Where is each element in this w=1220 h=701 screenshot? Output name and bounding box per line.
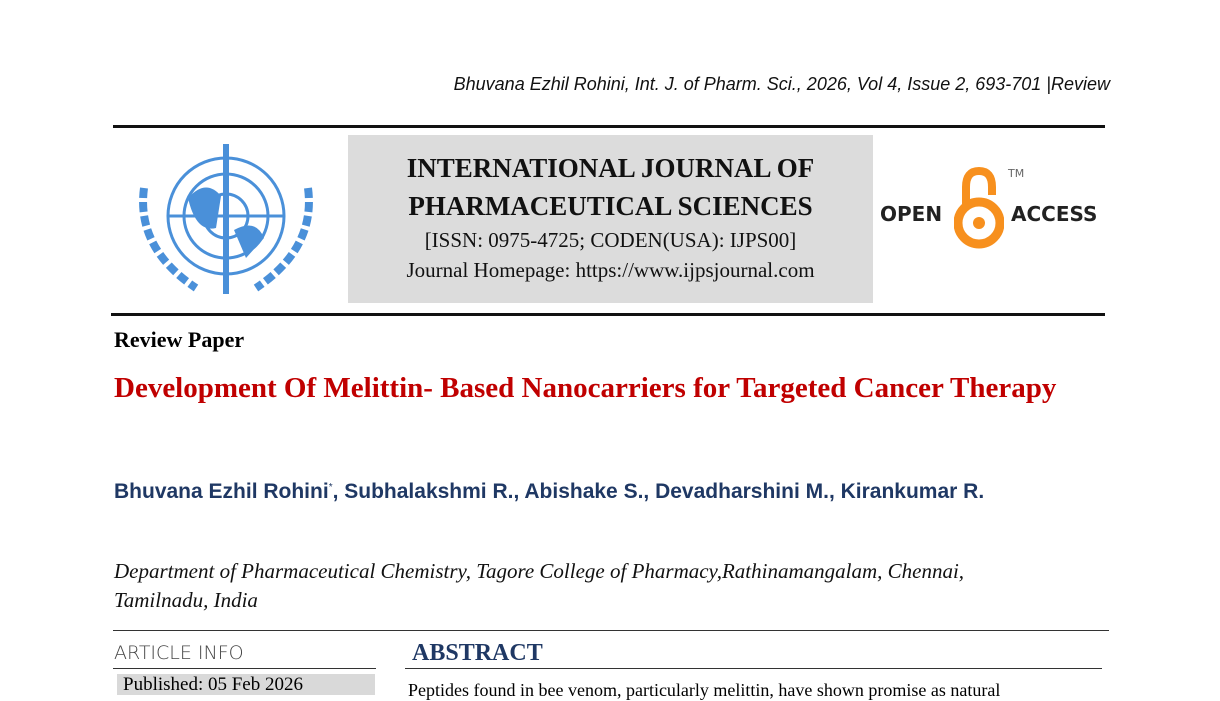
access-label: ACCESS <box>1011 202 1098 226</box>
article-info-rule <box>113 668 376 669</box>
author-list <box>114 472 1014 507</box>
abstract-text: Peptides found in bee venom, particularly melittin, have shown promise as natural <box>408 680 1001 700</box>
journal-issn: [ISSN: 0975-4725; CODEN(USA): IJPS00] <box>424 228 797 252</box>
article-info-heading: ARTICLE INFO <box>114 642 244 664</box>
corresponding-mark: * <box>328 482 333 493</box>
trademark: TM <box>1008 167 1025 180</box>
open-lock-icon <box>954 165 1004 251</box>
other-authors: , Subhalakshmi R., Abishake S., Devadharshini M., Kirankumar R. <box>332 480 985 503</box>
journal-name-line2: PHARMACEUTICAL SCIENCES <box>408 191 813 221</box>
abstract-rule <box>405 668 1102 669</box>
paper-type: Review Paper <box>114 327 245 352</box>
section-rule <box>113 630 1109 631</box>
journal-banner <box>348 135 873 303</box>
first-author: Bhuvana Ezhil Rohini <box>114 480 329 503</box>
paper-title: Development Of Melittin- Based Nanocarriers for Targeted Cancer Therapy <box>114 372 1057 404</box>
affiliation: Department of Pharmaceutical Chemistry, Tagore College of Pharmacy,Rathinamangalam, Chennai, Tamilnadu, India <box>114 559 965 612</box>
who-emblem-logo <box>126 138 326 304</box>
published-date: Published: 05 Feb 2026 <box>117 674 375 695</box>
journal-name-line1: INTERNATIONAL JOURNAL OF <box>406 153 815 183</box>
open-access-logo <box>880 165 1110 255</box>
citation-header: Bhuvana Ezhil Rohini, Int. J. of Pharm. Sci., 2026, Vol 4, Issue 2, 693-701 |Review <box>453 74 1110 94</box>
journal-homepage[interactable]: Journal Homepage: https://www.ijpsjournal.com <box>406 258 815 282</box>
abstract-heading: ABSTRACT <box>412 640 543 666</box>
banner-rule <box>111 313 1105 316</box>
header-rule <box>113 125 1105 128</box>
open-label: OPEN <box>880 202 943 226</box>
